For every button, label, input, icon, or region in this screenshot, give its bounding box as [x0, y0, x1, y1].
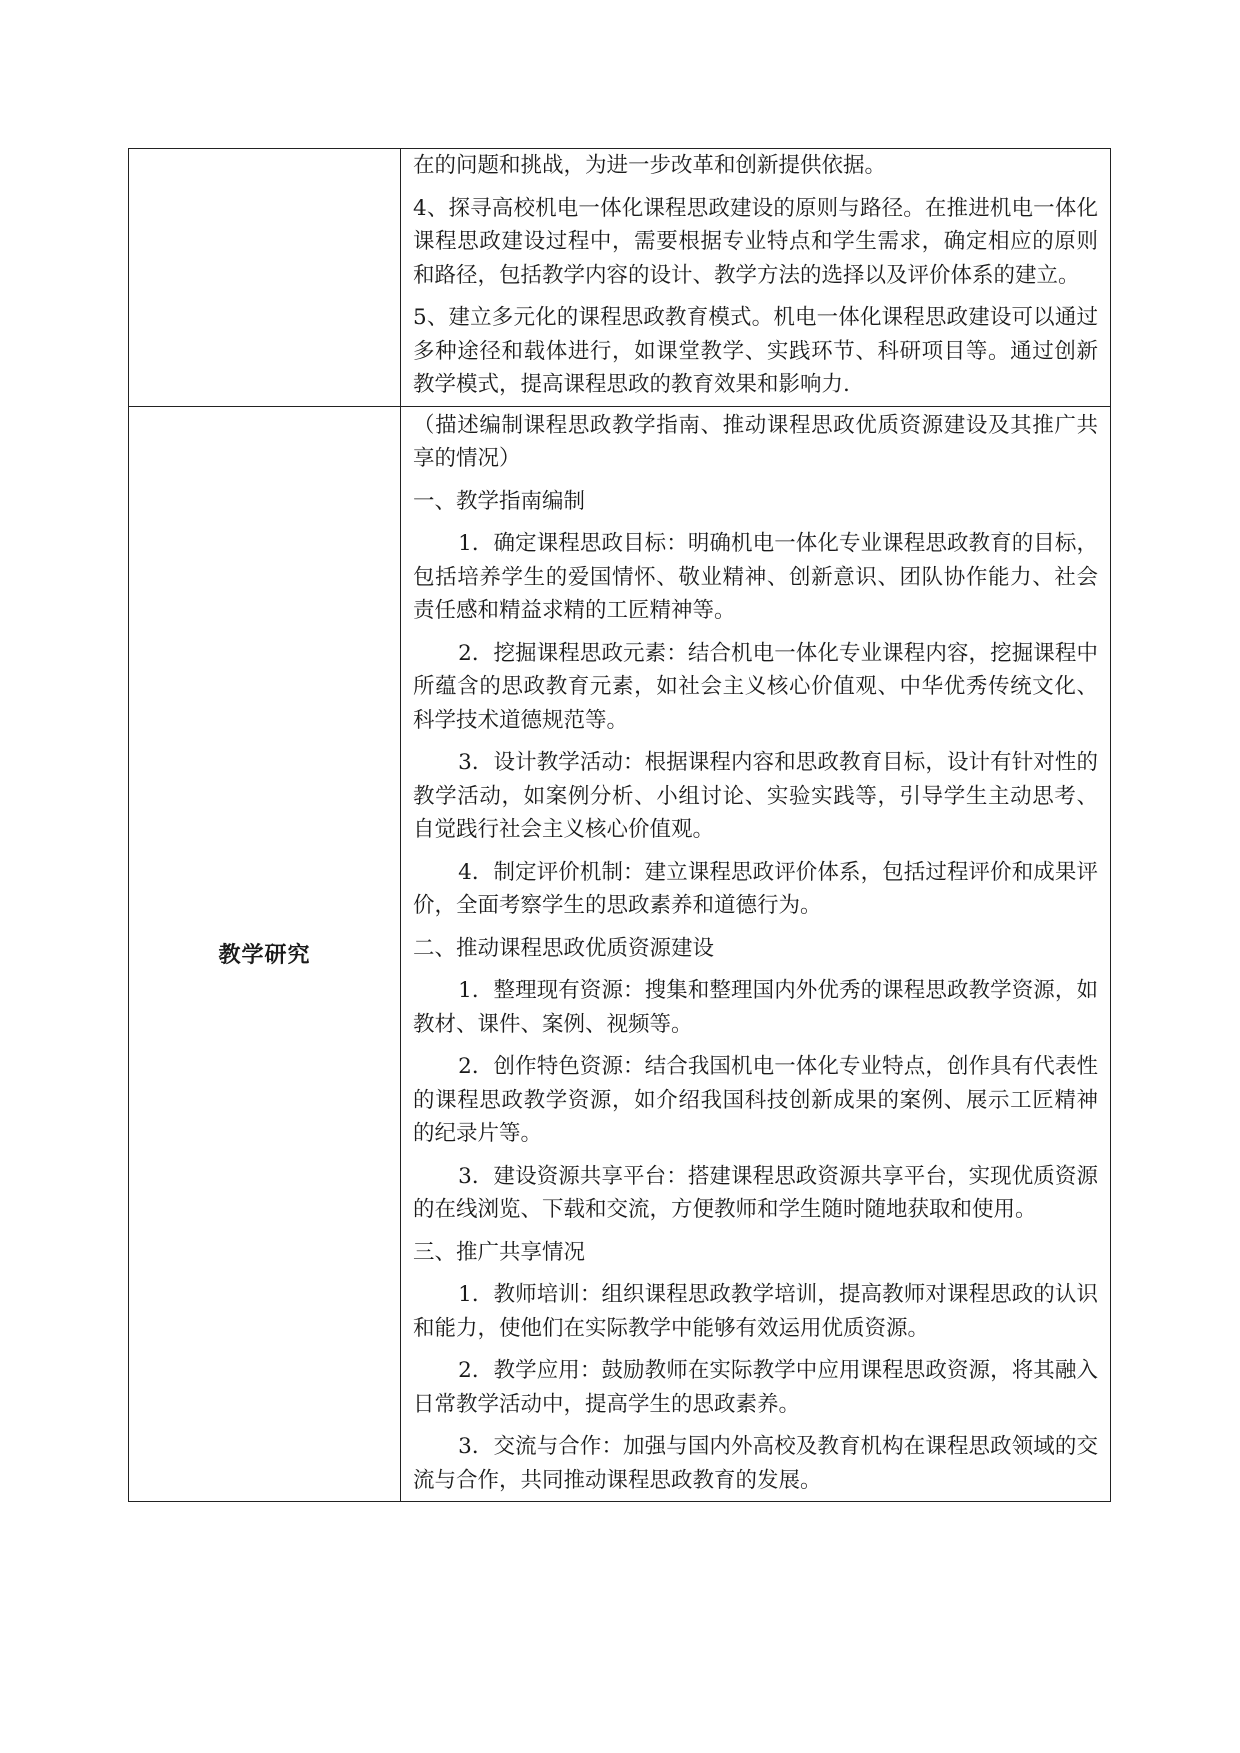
paragraph: 1．确定课程思政目标：明确机电一体化专业课程思政教育的目标，包括培养学生的爱国情怀、敬业精神、创新意识、团队协作能力、社会责任感和精益求精的工匠精神等。	[413, 531, 1098, 623]
paragraph: 在的问题和挑战，为进一步改革和创新提供依据。	[413, 153, 887, 178]
paragraph: 3．设计教学活动：根据课程内容和思政教育目标，设计有针对性的教学活动，如案例分析、小组讨论、实验实践等，引导学生主动思考、自觉践行社会主义核心价值观。	[413, 750, 1098, 842]
row-content-cell	[401, 149, 1111, 407]
paragraph: 2．挖掘课程思政元素：结合机电一体化专业课程内容，挖掘课程中所蕴含的思政教育元素，如社会主义核心价值观、中华优秀传统文化、科学技术道德规范等。	[413, 640, 1098, 733]
paragraph: 1．教师培训：组织课程思政教学培训，提高教师对课程思政的认识和能力，使他们在实际教学中能够有效运用优质资源。	[413, 1282, 1098, 1341]
paragraph: 5、建立多元化的课程思政教育模式。机电一体化课程思政建设可以通过多种途径和载体进行，如课堂教学、实践环节、科研项目等。通过创新教学模式，提高课程思政的教育效果和影响力.	[413, 305, 1098, 397]
paragraph: 2．教学应用：鼓励教师在实际教学中应用课程思政资源，将其融入日常教学活动中，提高学生的思政素养。	[413, 1358, 1098, 1417]
document-table	[128, 148, 1111, 1502]
section-heading: 二、推动课程思政优质资源建设	[413, 935, 715, 961]
paragraph: 1．整理现有资源：搜集和整理国内外优秀的课程思政教学资源，如教材、课件、案例、视频等。	[413, 978, 1098, 1037]
row-content-cell	[401, 406, 1111, 1502]
row-label-cell	[129, 149, 401, 407]
paragraph: 3．建设资源共享平台：搭建课程思政资源共享平台，实现优质资源的在线浏览、下载和交流，方便教师和学生随时随地获取和使用。	[413, 1163, 1098, 1222]
paragraph: 4、探寻高校机电一体化课程思政建设的原则与路径。在推进机电一体化课程思政建设过程中，需要根据专业特点和学生需求，确定相应的原则和路径，包括教学内容的设计、教学方法的选择以及评价体系的建立。	[413, 195, 1098, 288]
paragraph-description: （描述编制课程思政教学指南、推动课程思政优质资源建设及其推广共享的情况）	[413, 412, 1098, 471]
table-row	[129, 149, 1111, 407]
paragraph: 2．创作特色资源：结合我国机电一体化专业特点，创作具有代表性的课程思政教学资源，如介绍我国科技创新成果的案例、展示工匠精神的纪录片等。	[413, 1054, 1098, 1146]
paragraph: 4．制定评价机制：建立课程思政评价体系，包括过程评价和成果评价，全面考察学生的思政素养和道德行为。	[413, 859, 1098, 918]
paragraph: 3．交流与合作：加强与国内外高校及教育机构在课程思政领域的交流与合作，共同推动课程思政教育的发展。	[413, 1434, 1098, 1493]
row-label-cell	[129, 406, 401, 1502]
row-label-teaching-research: 教学研究	[218, 943, 311, 969]
table-row	[129, 406, 1111, 1502]
section-heading: 一、教学指南编制	[413, 488, 586, 514]
section-heading: 三、推广共享情况	[413, 1239, 586, 1265]
